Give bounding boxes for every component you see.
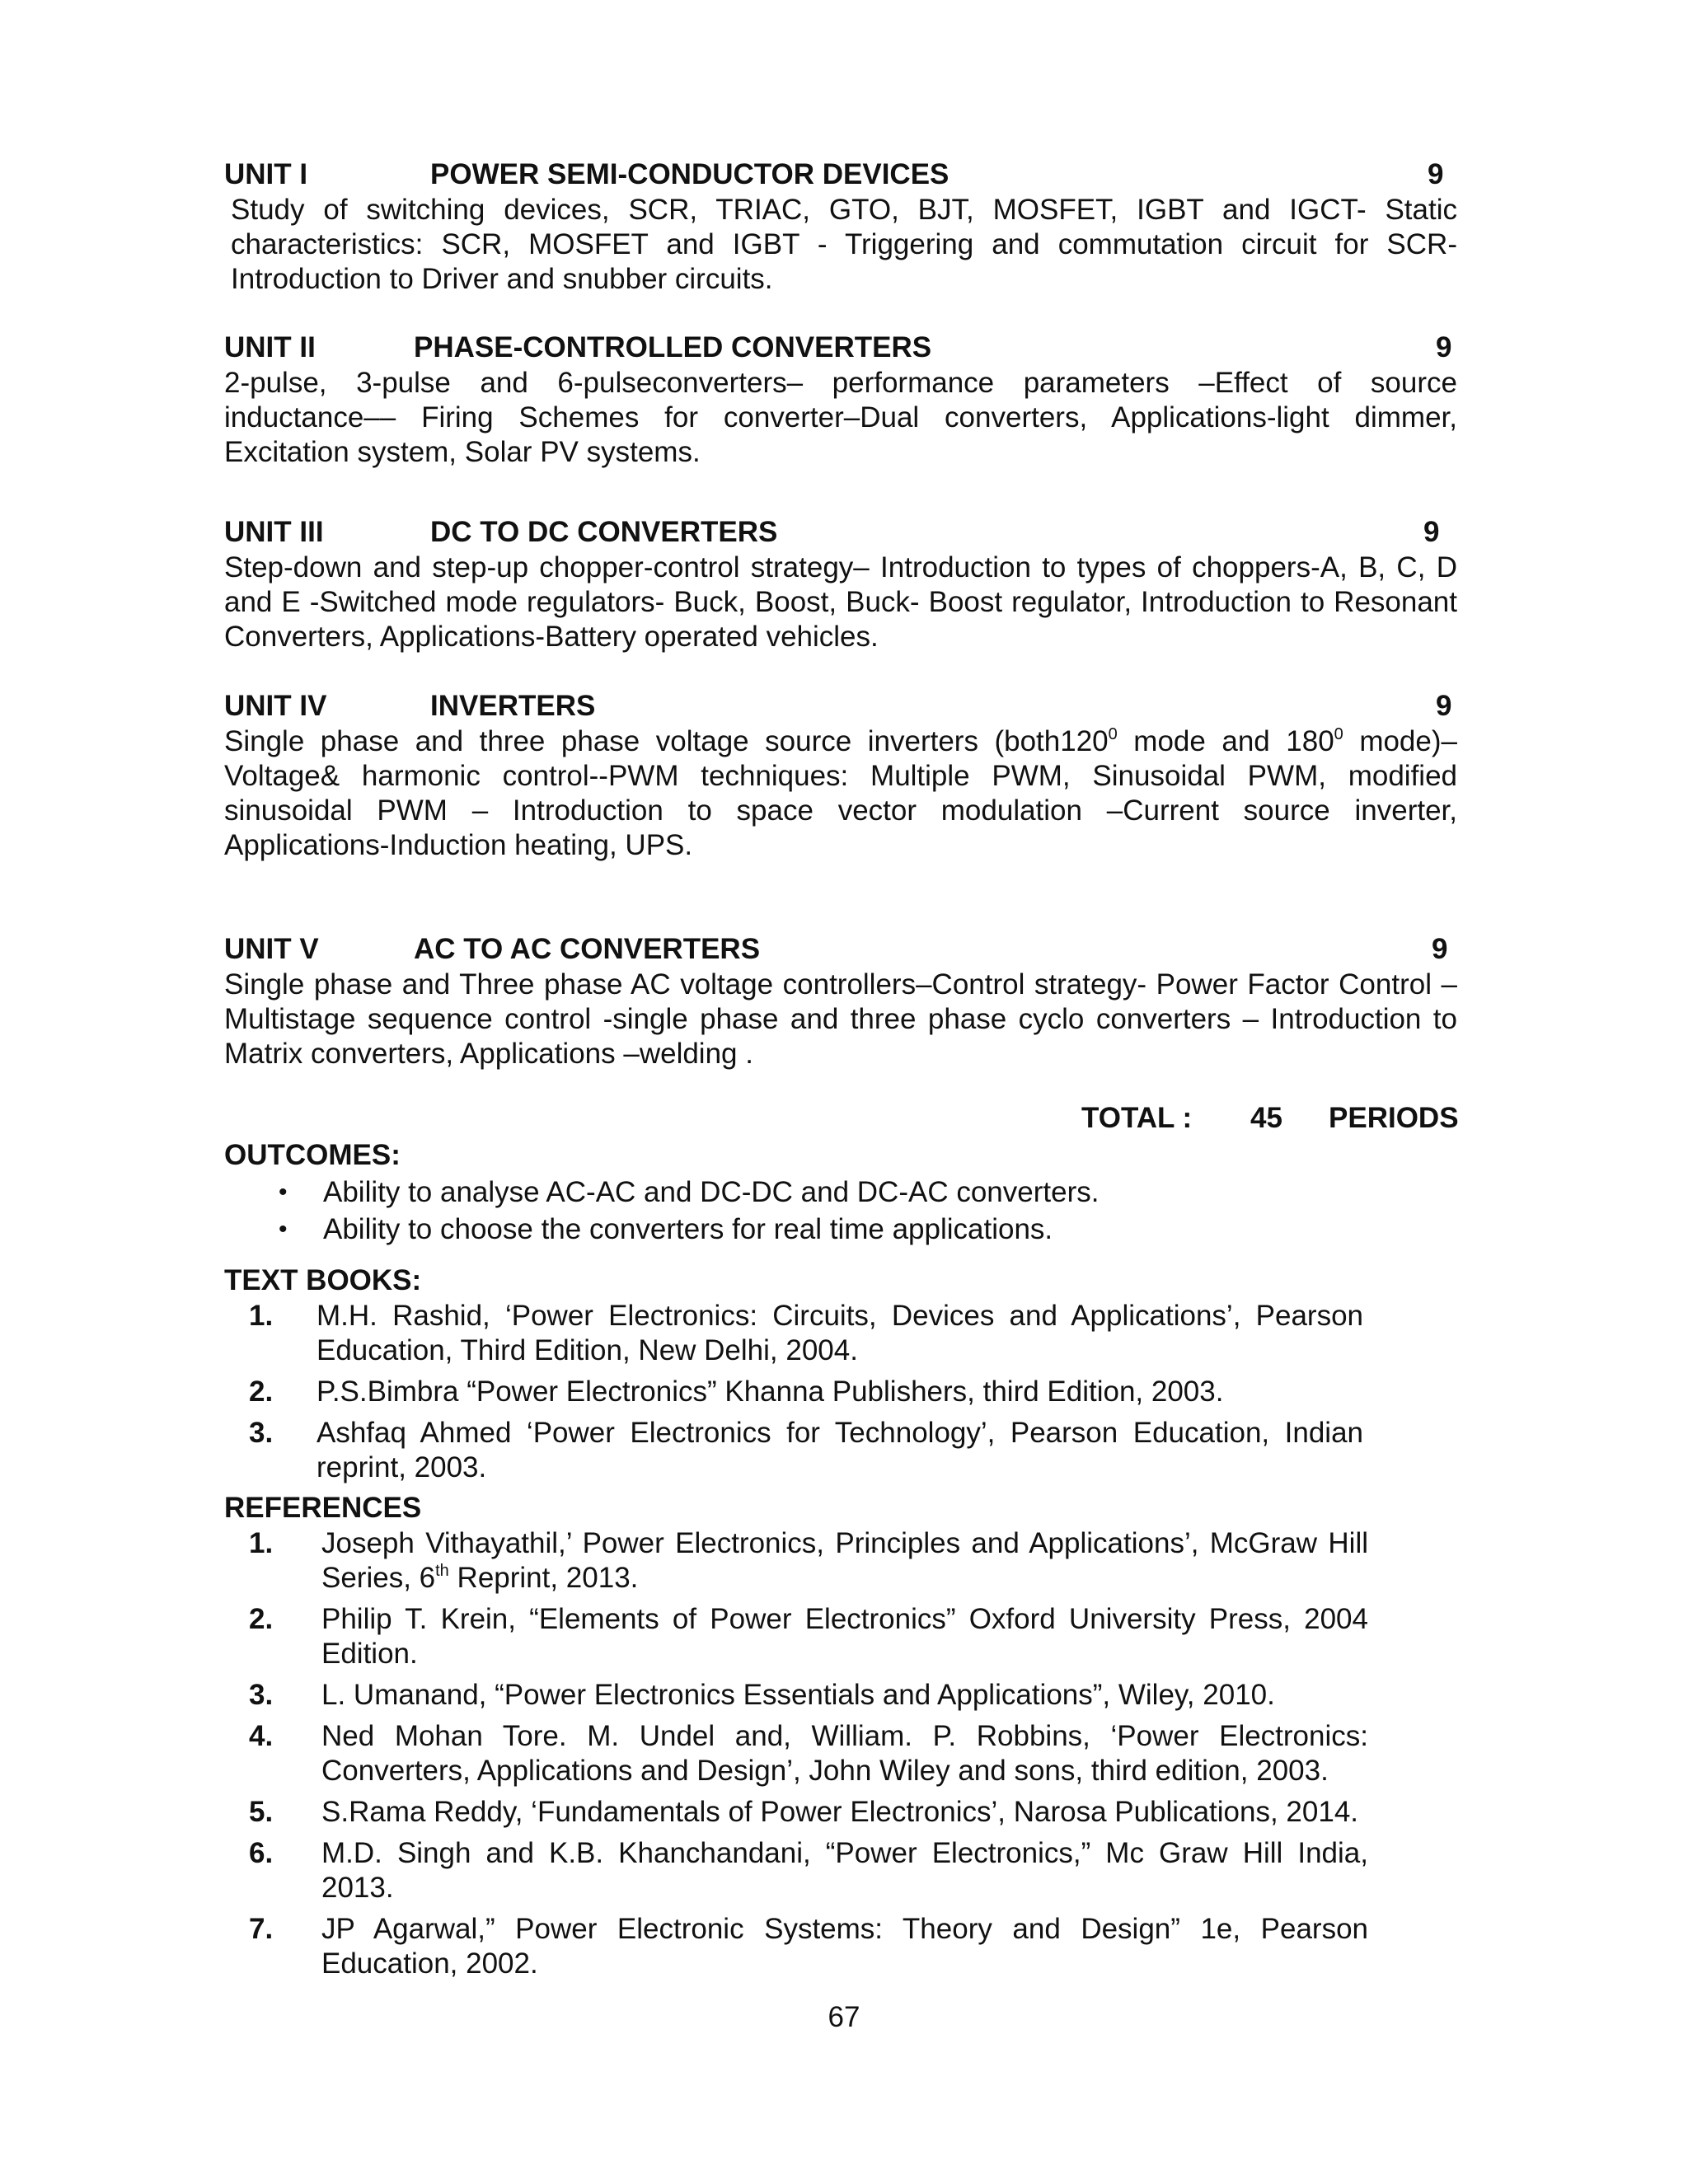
unit-description: Step-down and step-up chopper-control strategy– Introduction to types of choppers-A, B, C, D and E -Switched mode regulators- Buck, Boost, Buck- Boost regulator, Introduction to Resonant Converters, Applications-Battery operated vehicles. [224, 551, 1457, 653]
unit-hours: 9 [1436, 331, 1452, 363]
reference-citation-part: Reprint, 2013. [448, 1562, 639, 1594]
text-books-heading: TEXT BOOKS: [224, 1264, 422, 1296]
list-item [224, 1174, 1457, 1211]
unit-4 [224, 688, 1457, 863]
list-item [224, 1211, 1457, 1248]
list-item [224, 1299, 1457, 1368]
unit-title: INVERTERS [430, 690, 596, 722]
reference-citation: M.D. Singh and K.B. Khanchandani, “Power Electronics,” Mc Graw Hill India, 2013. [321, 1837, 1368, 1904]
unit-hours: 9 [1432, 933, 1448, 965]
unit-hours: 9 [1423, 516, 1440, 548]
outcome-text: Ability to analyse AC-AC and DC-DC and DC-AC converters. [323, 1176, 1100, 1208]
item-number: 3. [249, 1417, 274, 1449]
outcomes-heading: OUTCOMES: [224, 1139, 401, 1171]
unit-1 [224, 157, 1457, 297]
list-item [224, 1912, 1457, 1981]
unit-number: UNIT V [224, 933, 319, 965]
references-list [224, 1526, 1457, 1988]
list-item [224, 1602, 1457, 1671]
list-item [224, 1719, 1457, 1788]
ordinal-superscript: th [435, 1562, 449, 1580]
outcome-text: Ability to choose the converters for real time applications. [323, 1213, 1053, 1245]
references-heading: REFERENCES [224, 1492, 422, 1524]
list-item [224, 1416, 1457, 1485]
list-item [224, 1836, 1457, 1905]
unit-number: UNIT I [224, 158, 308, 190]
unit-title: AC TO AC CONVERTERS [414, 933, 761, 965]
unit-heading [224, 514, 1457, 551]
text-books-list [224, 1299, 1457, 1492]
unit-description-part: mode and 180 [1117, 725, 1334, 757]
unit-description: Study of switching devices, SCR, TRIAC, GTO, BJT, MOSFET, IGBT and IGCT- Static characteristics: SCR, MOSFET and IGBT - Triggering and commutation circuit for SCR- Introduction to Driver and snubber circuits. [231, 194, 1457, 295]
book-citation: Ashfaq Ahmed ‘Power Electronics for Technology’, Pearson Education, Indian reprint, 2003. [316, 1417, 1363, 1483]
unit-title: PHASE-CONTROLLED CONVERTERS [414, 331, 932, 363]
item-number: 4. [249, 1720, 274, 1752]
unit-heading [224, 157, 1457, 193]
page-number: 67 [828, 2001, 860, 2033]
reference-citation: Philip T. Krein, “Elements of Power Electronics” Oxford University Press, 2004 Edition. [321, 1603, 1368, 1670]
degree-superscript: 0 [1334, 725, 1343, 743]
total-value: 45 [1250, 1102, 1282, 1134]
list-item [224, 1795, 1457, 1830]
list-item [224, 1375, 1457, 1409]
unit-number: UNIT IV [224, 690, 327, 722]
unit-description-part: mode)– Voltage& harmonic control--PWM techniques: Multiple PWM, Sinusoidal PWM, modified sinusoidal PWM – Introduction to space vector modulation –Current source inverter, Applications-Induction heating, UPS. [224, 725, 1457, 861]
item-number: 1. [249, 1527, 274, 1559]
unit-number: UNIT III [224, 516, 324, 548]
unit-heading [224, 688, 1457, 724]
item-number: 7. [249, 1913, 274, 1945]
unit-hours: 9 [1436, 690, 1452, 722]
outcomes-list [224, 1174, 1457, 1248]
reference-citation-part: Joseph Vithayathil,’ Power Electronics, Principles and Applications’, McGraw Hill Series, 6 [321, 1527, 1368, 1594]
list-item [224, 1678, 1457, 1713]
degree-superscript: 0 [1108, 725, 1118, 743]
unit-number: UNIT II [224, 331, 316, 363]
book-citation: M.H. Rashid, ‘Power Electronics: Circuits, Devices and Applications’, Pearson Education, Third Edition, New Delhi, 2004. [316, 1300, 1363, 1366]
list-item [224, 1526, 1457, 1596]
total-unit: PERIODS [1329, 1102, 1459, 1134]
item-number: 5. [249, 1796, 274, 1828]
unit-heading [224, 330, 1457, 366]
item-number: 2. [249, 1603, 274, 1635]
bullet-icon: • [279, 1216, 288, 1243]
unit-hours: 9 [1428, 158, 1444, 190]
unit-2 [224, 330, 1457, 470]
total-label: TOTAL : [1081, 1102, 1193, 1134]
reference-citation: L. Umanand, “Power Electronics Essentials and Applications”, Wiley, 2010. [321, 1679, 1275, 1711]
reference-citation [321, 1526, 1368, 1596]
reference-citation: S.Rama Reddy, ‘Fundamentals of Power Electronics’, Narosa Publications, 2014. [321, 1796, 1359, 1828]
item-number: 2. [249, 1376, 274, 1408]
unit-description-part: Single phase and three phase voltage source inverters (both120 [224, 725, 1109, 757]
item-number: 3. [249, 1679, 274, 1711]
reference-citation: Ned Mohan Tore. M. Undel and, William. P. Robbins, ‘Power Electronics: Converters, Applications and Design’, John Wiley and sons, third edition, 2003. [321, 1720, 1368, 1787]
unit-heading [224, 931, 1457, 968]
unit-5 [224, 931, 1457, 1071]
unit-3 [224, 514, 1457, 654]
item-number: 6. [249, 1837, 274, 1869]
unit-description: Single phase and Three phase AC voltage controllers–Control strategy- Power Factor Control – Multistage sequence control -single phase and three phase cyclo converters – Introduction to Matrix converters, Applications –welding . [224, 968, 1457, 1070]
unit-title: POWER SEMI-CONDUCTOR DEVICES [430, 158, 950, 190]
total-periods [1081, 1100, 1461, 1137]
reference-citation: JP Agarwal,” Power Electronic Systems: Theory and Design” 1e, Pearson Education, 2002. [321, 1913, 1368, 1980]
book-citation: P.S.Bimbra “Power Electronics” Khanna Publishers, third Edition, 2003. [316, 1376, 1224, 1408]
bullet-icon: • [279, 1179, 288, 1206]
unit-title: DC TO DC CONVERTERS [430, 516, 778, 548]
unit-description [224, 724, 1457, 863]
item-number: 1. [249, 1300, 274, 1332]
unit-description: 2-pulse, 3-pulse and 6-pulseconverters– performance parameters –Effect of source inductance–– Firing Schemes for converter–Dual converters, Applications-light dimmer, Excitation system, Solar PV systems. [224, 367, 1457, 468]
